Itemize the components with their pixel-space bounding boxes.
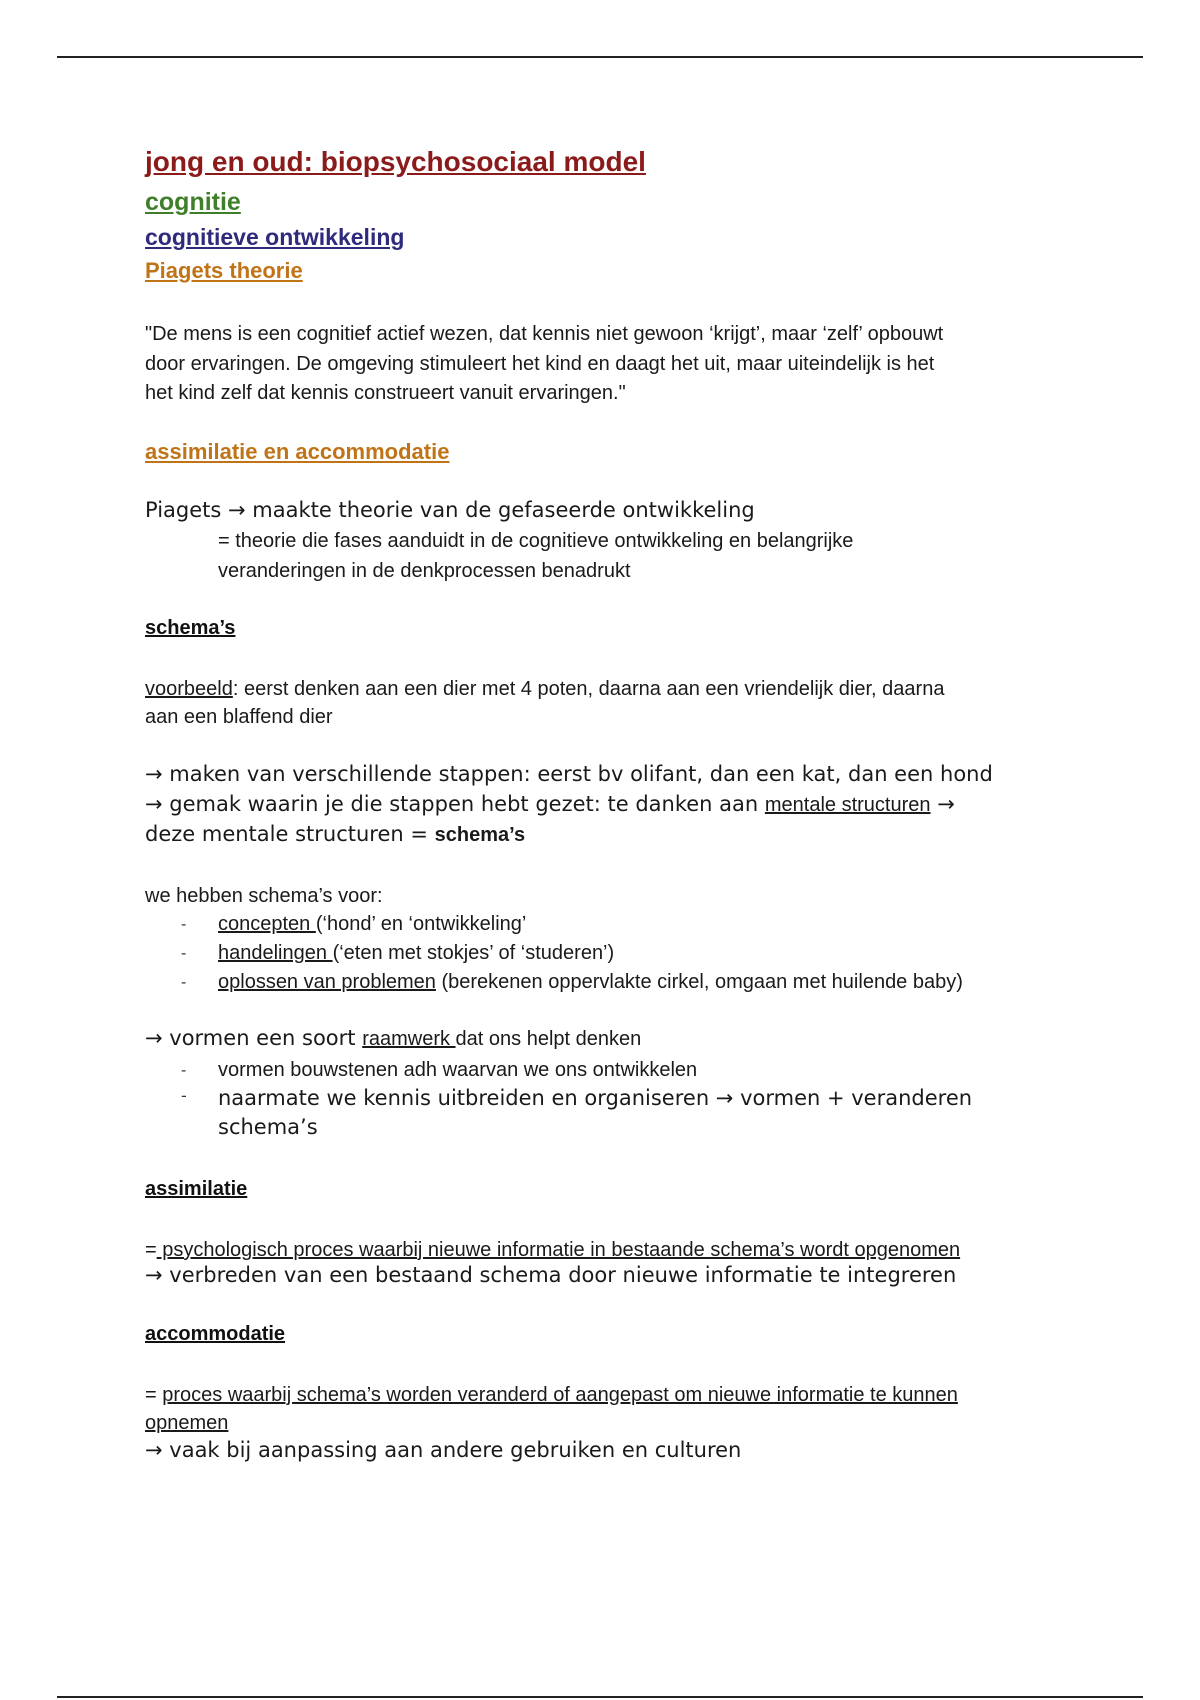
- accommodatie-definition: [145, 1381, 958, 1410]
- example-line: aan een blaffend dier: [145, 706, 333, 728]
- heading-cognitie: cognitie: [145, 188, 241, 216]
- document-title: jong en oud: biopsychosociaal model: [145, 146, 646, 177]
- list-item-term: handelingen: [218, 942, 333, 964]
- list-item-continuation: schema’s: [218, 1115, 318, 1139]
- quote-line: "De mens is een cognitief actief wezen, dat kennis niet gewoon ‘krijgt’, maar ‘zelf’ opbouwt: [145, 323, 944, 345]
- header-rule: [57, 56, 1143, 58]
- heading-assimilatie: assimilatie: [145, 1178, 248, 1200]
- assimilatie-arrow-line: → verbreden van een bestaand schema door nieuwe informatie te integreren: [145, 1263, 957, 1287]
- accommodatie-definition: opnemen: [145, 1412, 229, 1434]
- raamwerk: raamwerk: [362, 1028, 456, 1050]
- framework-line: [145, 1026, 641, 1051]
- heading-accommodatie: accommodatie: [145, 1323, 286, 1345]
- schemas-intro: we hebben schema’s voor:: [145, 885, 383, 907]
- definition-text: proces waarbij schema’s worden veranderd of aangepast om nieuwe informatie te kunnen: [162, 1384, 958, 1406]
- quote-line: door ervaringen. De omgeving stimuleert het kind en daagt het uit, maar uiteindelijk is het: [145, 353, 935, 375]
- list-item-term: oplossen van problemen: [218, 971, 436, 993]
- list-item-text: (‘eten met stokjes’ of ‘studeren’): [332, 942, 615, 964]
- steps-text: →: [930, 792, 955, 816]
- steps-text: → gemak waarin je die stappen hebt gezet: te danken aan: [145, 792, 765, 816]
- piaget-definition: = theorie die fases aanduidt in de cognitieve ontwikkeling en belangrijke: [218, 530, 854, 552]
- steps-text: deze mentale structuren =: [145, 822, 435, 846]
- bullet-icon: -: [181, 945, 187, 962]
- accommodatie-arrow-line: → vaak bij aanpassing aan andere gebruiken en culturen: [145, 1438, 742, 1462]
- footer-rule: [57, 1696, 1143, 1698]
- bullet-icon: -: [181, 1086, 187, 1105]
- example-text: : eerst denken aan een dier met 4 poten, daarna aan een vriendelijk dier, daarna: [232, 678, 945, 700]
- bullet-icon: -: [181, 1062, 187, 1079]
- list-item-term: concepten: [218, 913, 316, 935]
- piaget-line: Piagets → maakte theorie van de gefaseerde ontwikkeling: [145, 498, 755, 522]
- steps-line: [145, 792, 955, 817]
- list-item-text: (‘hond’ en ‘ontwikkeling’: [315, 913, 527, 935]
- bullet-icon: -: [181, 916, 187, 933]
- heading-cognitieve-ontwikkeling: cognitieve ontwikkeling: [145, 224, 405, 250]
- steps-line: → maken van verschillende stappen: eerst bv olifant, dan een kat, dan een hond: [145, 762, 993, 786]
- list-item-text: (berekenen oppervlakte cirkel, omgaan met huilende baby): [435, 971, 963, 993]
- definition-text: psychologisch proces waarbij nieuwe informatie in bestaande schema’s wordt opgenomen: [156, 1239, 961, 1261]
- definition-prefix: =: [145, 1384, 163, 1406]
- heading-piagets-theorie: Piagets theorie: [145, 258, 303, 283]
- heading-schemas: schema’s: [145, 617, 236, 639]
- schemas-bold: schema’s: [434, 824, 526, 846]
- definition-prefix: =: [145, 1239, 157, 1261]
- heading-assimilatie-en-accommodatie: assimilatie en accommodatie: [145, 439, 450, 464]
- framework-text: → vormen een soort: [145, 1026, 363, 1050]
- quote-line: het kind zelf dat kennis construeert vanuit ervaringen.": [145, 382, 626, 404]
- example-label: voorbeeld: [145, 678, 233, 700]
- list-item-text: naarmate we kennis uitbreiden en organiseren → vormen + veranderen: [218, 1086, 973, 1110]
- list-item-text: vormen bouwstenen adh waarvan we ons ontwikkelen: [218, 1059, 698, 1081]
- piaget-definition: veranderingen in de denkprocessen benadrukt: [218, 560, 631, 582]
- assimilatie-definition: [145, 1236, 960, 1265]
- mentale-structuren: mentale structuren: [764, 794, 931, 816]
- example-line: [145, 675, 944, 704]
- framework-text: dat ons helpt denken: [455, 1028, 642, 1050]
- bullet-icon: -: [181, 974, 187, 991]
- steps-line: [145, 822, 525, 847]
